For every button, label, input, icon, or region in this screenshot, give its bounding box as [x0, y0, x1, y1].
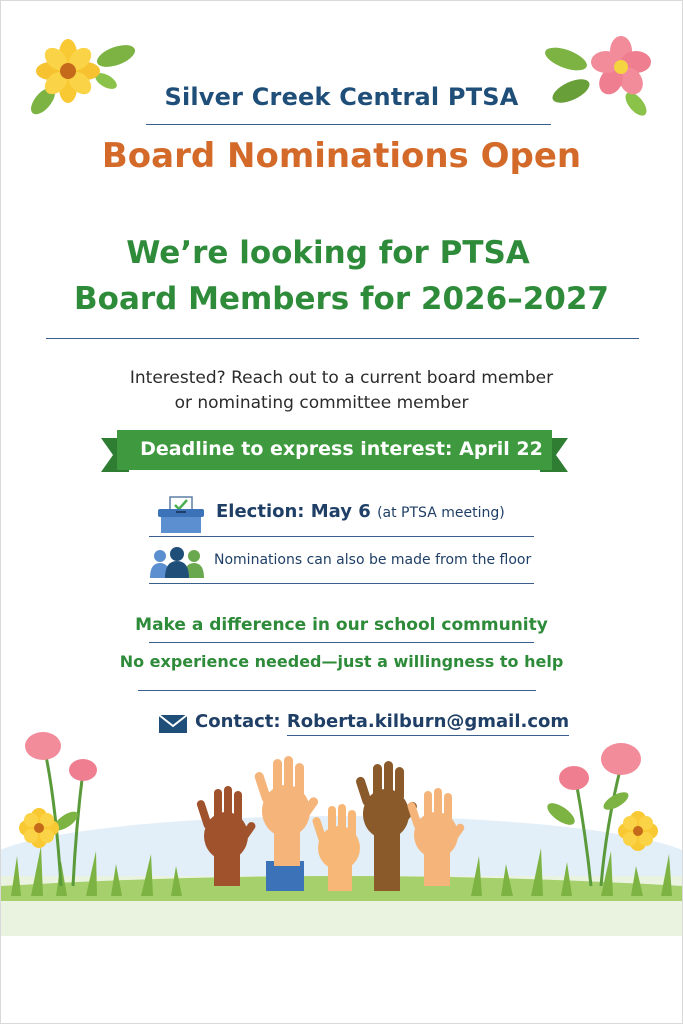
- election-row: [216, 501, 505, 522]
- headline-line-2: Board Members for 2026–2027: [74, 281, 609, 317]
- divider: [149, 583, 534, 584]
- headline-line-1: We’re looking for PTSA: [126, 235, 530, 271]
- bottom-meadow-hands-illustration: [1, 726, 682, 936]
- deadline-text: Deadline to express interest: April 22: [140, 438, 543, 460]
- tagline-2: No experience needed—just a willingness to help: [119, 652, 564, 671]
- raised-hands: [196, 756, 466, 891]
- divider: [146, 124, 551, 125]
- organization-name: Silver Creek Central PTSA: [164, 83, 519, 111]
- ballot-box-icon: [156, 495, 206, 535]
- interest-line-2: or nominating committee member: [174, 393, 469, 413]
- contact-label: Contact:: [195, 711, 281, 732]
- election-label: Election: May 6: [216, 501, 371, 522]
- tagline-1: Make a difference in our school community: [135, 615, 548, 635]
- divider: [138, 690, 536, 691]
- interest-line-1: Interested? Reach out to a current board member: [129, 368, 554, 388]
- divider: [149, 642, 534, 643]
- divider: [46, 338, 639, 339]
- divider: [149, 536, 534, 537]
- nominations-note: Nominations can also be made from the floor: [214, 552, 532, 568]
- election-note: (at PTSA meeting): [377, 505, 505, 521]
- top-right-flower-illustration: [541, 29, 666, 129]
- contact-email-link[interactable]: Roberta.kilburn@gmail.com: [287, 711, 569, 736]
- page-title: Board Nominations Open: [101, 136, 582, 176]
- top-left-flower-illustration: [21, 31, 141, 126]
- interest-text: [1, 366, 682, 416]
- people-group-icon: [148, 547, 206, 579]
